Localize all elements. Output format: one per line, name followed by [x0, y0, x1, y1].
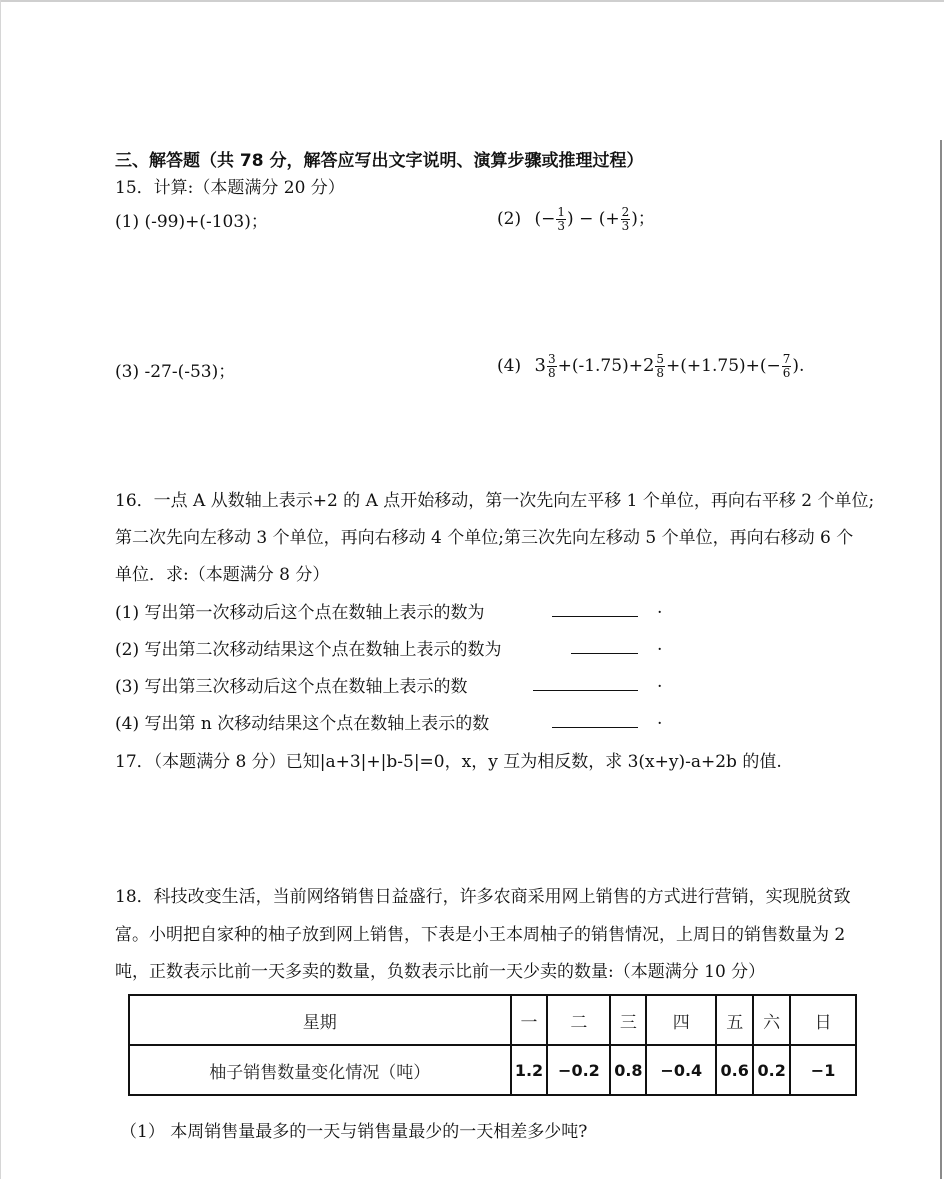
- q15-part3: (3) -27-(-53)；: [115, 362, 236, 382]
- q15-title: 15．计算:（本题满分 20 分）: [115, 178, 345, 198]
- q16-part1-period: .: [657, 598, 663, 618]
- q18-line1: 18．科技改变生活，当前网络销售日益盛行，许多农商采用网上销售的方式进行营销，实现脱贫致: [115, 887, 851, 907]
- page-top-edge: [0, 0, 944, 2]
- table-day-cell: 一: [511, 995, 548, 1045]
- table-value-cell: −0.4: [646, 1045, 716, 1095]
- fraction-three-eighths: $\frac{3}{8}$: [547, 352, 556, 380]
- page-left-edge: [0, 0, 1, 1179]
- q15-part2-end: )；: [631, 209, 655, 229]
- q17-text: 17．（本题满分 8 分）已知|a+3|+|b-5|=0，x，y 互为相反数，求 3(x+y)-a+2b 的值.: [115, 752, 782, 772]
- q16-part2-answer-blank[interactable]: [571, 639, 638, 654]
- fraction-two-thirds: $\frac{2}{3}$: [621, 205, 630, 233]
- table-header-row: [129, 995, 856, 1045]
- table-day-cell: 三: [610, 995, 646, 1045]
- page-right-margin-line: [940, 140, 942, 1179]
- q16-part1-answer-blank[interactable]: [552, 602, 638, 617]
- table-value-cell: −1: [790, 1045, 856, 1095]
- q16-part1: (1) 写出第一次移动后这个点在数轴上表示的数为: [115, 603, 485, 623]
- q18-line2: 富。小明把自家种的柚子放到网上销售，下表是小王本周柚子的销售情况，上周日的销售数量为 2: [115, 925, 846, 945]
- fraction-five-eighths: $\frac{5}{8}$: [656, 352, 665, 380]
- fraction-seven-sixths: $\frac{7}{6}$: [782, 352, 791, 380]
- table-value-cell: 1.2: [511, 1045, 548, 1095]
- table-value-cell: −0.2: [547, 1045, 610, 1095]
- q15-part2-mid: ) − (+: [567, 209, 620, 229]
- q15-part2-open: (−: [534, 209, 556, 229]
- sales-change-table: [128, 994, 857, 1096]
- table-value-cell: 0.8: [610, 1045, 646, 1095]
- q16-part3-period: .: [657, 672, 663, 692]
- q16-line1: 16．一点 A 从数轴上表示+2 的 A 点开始移动，第一次先向左平移 1 个单位，再向右平移 2 个单位;: [115, 491, 875, 511]
- q15-part2: [497, 204, 655, 233]
- q16-part3-answer-blank[interactable]: [533, 676, 638, 691]
- table-day-cell: 日: [790, 995, 856, 1045]
- table-row-label: 柚子销售数量变化情况（吨）: [129, 1045, 511, 1095]
- q16-line2: 第二次先向左移动 3 个单位，再向右移动 4 个单位;第三次先向左移动 5 个单位，再向右移动 6 个: [115, 528, 854, 548]
- q15-part4: (4) 3 $\frac{3}{8}$ +(-1.75)+2 $\frac{5}{8}$ +(+1.75)+(− $\frac{7}{6}$ ).: [497, 352, 805, 380]
- table-value-row: [129, 1045, 856, 1095]
- table-header-label: 星期: [129, 995, 511, 1045]
- table-value-cell: 0.2: [753, 1045, 790, 1095]
- q16-part4-period: .: [657, 709, 663, 729]
- q16-part4: (4) 写出第 n 次移动结果这个点在数轴上表示的数: [115, 714, 490, 734]
- table-day-cell: 五: [716, 995, 753, 1045]
- q16-part2: (2) 写出第二次移动结果这个点在数轴上表示的数为: [115, 640, 502, 660]
- q16-line3: 单位．求:（本题满分 8 分）: [115, 565, 330, 585]
- table-value-cell: 0.6: [716, 1045, 753, 1095]
- q16-part3: (3) 写出第三次移动后这个点在数轴上表示的数: [115, 677, 468, 697]
- table-day-cell: 六: [753, 995, 790, 1045]
- q16-part4-answer-blank[interactable]: [552, 713, 638, 728]
- q15-part1: (1) (-99)+(-103)；: [115, 212, 268, 232]
- table-day-cell: 二: [547, 995, 610, 1045]
- section-heading: 三、解答题（共 78 分，解答应写出文字说明、演算步骤或推理过程）: [115, 151, 644, 171]
- q15-part2-label: (2): [497, 209, 522, 229]
- table-day-cell: 四: [646, 995, 716, 1045]
- q18-part1: （1） 本周销售量最多的一天与销售量最少的一天相差多少吨?: [120, 1122, 588, 1142]
- fraction-one-third: $\frac{1}{3}$: [557, 205, 566, 233]
- q18-line3: 吨，正数表示比前一天多卖的数量，负数表示比前一天少卖的数量:（本题满分 10 分）: [115, 962, 766, 982]
- q16-part2-period: .: [657, 635, 663, 655]
- q15-part4-label: (4): [497, 356, 522, 376]
